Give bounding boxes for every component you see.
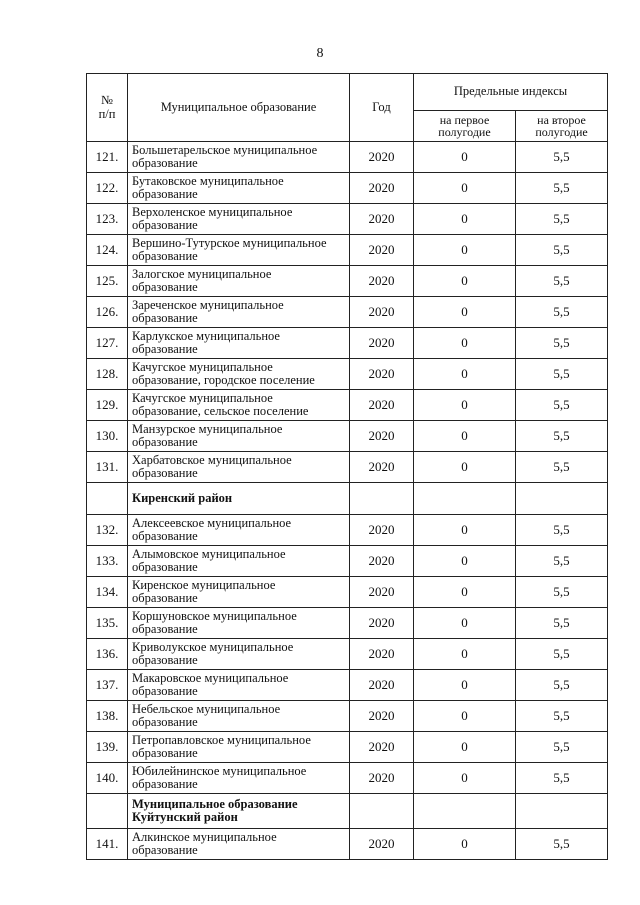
- header-limit-indices: Предельные индексы: [414, 74, 608, 111]
- table-row: [87, 701, 608, 732]
- municipality-name: Петропавловское муниципальное образование: [128, 732, 350, 763]
- second-half-cell: 5,5: [516, 173, 608, 204]
- row-number: 121.: [87, 142, 128, 173]
- first-half-cell: 0: [414, 173, 516, 204]
- year-cell: 2020: [350, 515, 414, 546]
- row-number: 138.: [87, 701, 128, 732]
- row-number: 129.: [87, 390, 128, 421]
- year-cell: 2020: [350, 829, 414, 860]
- second-half-cell: 5,5: [516, 421, 608, 452]
- table-row: [87, 266, 608, 297]
- first-half-cell: 0: [414, 297, 516, 328]
- year-cell: 2020: [350, 639, 414, 670]
- municipality-name: Зареченское муниципальное образование: [128, 297, 350, 328]
- row-number: 140.: [87, 763, 128, 794]
- second-half-cell: 5,5: [516, 670, 608, 701]
- second-half-cell: 5,5: [516, 297, 608, 328]
- second-half-cell: 5,5: [516, 608, 608, 639]
- header-municipality: Муниципальное образование: [128, 74, 350, 142]
- page-number: 8: [316, 46, 324, 61]
- table-row: [87, 328, 608, 359]
- municipality-name: Криволукское муниципальное образование: [128, 639, 350, 670]
- district-name: Киренский район: [128, 483, 350, 515]
- second-half-cell: 5,5: [516, 829, 608, 860]
- table-row: [87, 452, 608, 483]
- year-cell: 2020: [350, 328, 414, 359]
- second-half-cell: 5,5: [516, 732, 608, 763]
- row-number: 128.: [87, 359, 128, 390]
- first-half-cell: 0: [414, 328, 516, 359]
- first-half-cell: 0: [414, 266, 516, 297]
- municipality-name: Макаровское муниципальное образование: [128, 670, 350, 701]
- first-half-cell: 0: [414, 142, 516, 173]
- municipality-name: Коршуновское муниципальное образование: [128, 608, 350, 639]
- row-number: 127.: [87, 328, 128, 359]
- second-half-cell: 5,5: [516, 763, 608, 794]
- second-half-cell: 5,5: [516, 452, 608, 483]
- row-number: 125.: [87, 266, 128, 297]
- table-row: [87, 829, 608, 860]
- second-half-cell: 5,5: [516, 266, 608, 297]
- year-cell: 2020: [350, 173, 414, 204]
- row-number: 133.: [87, 546, 128, 577]
- table-row: [87, 390, 608, 421]
- year-cell: 2020: [350, 577, 414, 608]
- first-half-cell: 0: [414, 546, 516, 577]
- row-number: 126.: [87, 297, 128, 328]
- year-cell: 2020: [350, 670, 414, 701]
- indices-table: [86, 73, 608, 860]
- year-cell: 2020: [350, 608, 414, 639]
- year-cell: 2020: [350, 546, 414, 577]
- district-row: [87, 483, 608, 515]
- row-number: 124.: [87, 235, 128, 266]
- row-number: 139.: [87, 732, 128, 763]
- municipality-name: Бутаковское муниципальное образование: [128, 173, 350, 204]
- first-half-cell: 0: [414, 235, 516, 266]
- first-half-cell: 0: [414, 763, 516, 794]
- municipality-name: Алкинское муниципальное образование: [128, 829, 350, 860]
- table-row: [87, 608, 608, 639]
- first-half-cell: 0: [414, 359, 516, 390]
- year-cell: 2020: [350, 701, 414, 732]
- second-half-cell: 5,5: [516, 577, 608, 608]
- table-row: [87, 297, 608, 328]
- year-cell: 2020: [350, 204, 414, 235]
- first-half-cell: 0: [414, 390, 516, 421]
- table-row: [87, 173, 608, 204]
- row-number: 137.: [87, 670, 128, 701]
- year-cell: 2020: [350, 452, 414, 483]
- first-half-cell: 0: [414, 577, 516, 608]
- district-row: [87, 794, 608, 829]
- municipality-name: Алымовское муниципальное образование: [128, 546, 350, 577]
- first-half-cell: 0: [414, 515, 516, 546]
- municipality-name: Юбилейнинское муниципальное образование: [128, 763, 350, 794]
- row-number: 134.: [87, 577, 128, 608]
- second-half-cell: 5,5: [516, 515, 608, 546]
- first-half-cell: 0: [414, 639, 516, 670]
- municipality-name: Харбатовское муниципальное образование: [128, 452, 350, 483]
- municipality-name: Большетарельское муниципальное образование: [128, 142, 350, 173]
- row-number: 131.: [87, 452, 128, 483]
- municipality-name: Карлукское муниципальное образование: [128, 328, 350, 359]
- row-number: 122.: [87, 173, 128, 204]
- second-half-cell: 5,5: [516, 235, 608, 266]
- year-cell: 2020: [350, 297, 414, 328]
- table-row: [87, 235, 608, 266]
- first-half-cell: 0: [414, 204, 516, 235]
- year-cell: 2020: [350, 390, 414, 421]
- year-cell: 2020: [350, 421, 414, 452]
- year-cell: 2020: [350, 235, 414, 266]
- municipality-name: Алексеевское муниципальное образование: [128, 515, 350, 546]
- table-row: [87, 763, 608, 794]
- year-cell: 2020: [350, 266, 414, 297]
- header-first-half: на первое полугодие: [414, 111, 516, 142]
- first-half-cell: 0: [414, 452, 516, 483]
- table-row: [87, 421, 608, 452]
- municipality-name: Манзурское муниципальное образование: [128, 421, 350, 452]
- municipality-name: Небельское муниципальное образование: [128, 701, 350, 732]
- table-row: [87, 204, 608, 235]
- second-half-cell: 5,5: [516, 328, 608, 359]
- row-number: 132.: [87, 515, 128, 546]
- first-half-cell: 0: [414, 670, 516, 701]
- second-half-cell: 5,5: [516, 639, 608, 670]
- second-half-cell: 5,5: [516, 701, 608, 732]
- first-half-cell: 0: [414, 829, 516, 860]
- header-number: № п/п: [87, 74, 128, 142]
- first-half-cell: 0: [414, 701, 516, 732]
- row-number: 135.: [87, 608, 128, 639]
- year-cell: 2020: [350, 359, 414, 390]
- table-row: [87, 639, 608, 670]
- second-half-cell: 5,5: [516, 142, 608, 173]
- second-half-cell: 5,5: [516, 359, 608, 390]
- second-half-cell: 5,5: [516, 204, 608, 235]
- year-cell: 2020: [350, 763, 414, 794]
- table-row: [87, 359, 608, 390]
- first-half-cell: 0: [414, 608, 516, 639]
- row-number: 130.: [87, 421, 128, 452]
- table-row: [87, 732, 608, 763]
- year-cell: 2020: [350, 732, 414, 763]
- header-second-half: на второе полугодие: [516, 111, 608, 142]
- table-row: [87, 670, 608, 701]
- row-number: 136.: [87, 639, 128, 670]
- district-name: Муниципальное образование Куйтунский район: [128, 794, 350, 829]
- municipality-name: Залогское муниципальное образование: [128, 266, 350, 297]
- municipality-name: Верхоленское муниципальное образование: [128, 204, 350, 235]
- year-cell: 2020: [350, 142, 414, 173]
- first-half-cell: 0: [414, 732, 516, 763]
- table-row: [87, 546, 608, 577]
- table-row: [87, 515, 608, 546]
- municipality-name: Киренское муниципальное образование: [128, 577, 350, 608]
- first-half-cell: 0: [414, 421, 516, 452]
- header-year: Год: [350, 74, 414, 142]
- municipality-name: Качугское муниципальное образование, сельское поселение: [128, 390, 350, 421]
- municipality-name: Вершино-Тутурское муниципальное образование: [128, 235, 350, 266]
- table-row: [87, 142, 608, 173]
- second-half-cell: 5,5: [516, 546, 608, 577]
- table-row: [87, 577, 608, 608]
- row-number: 123.: [87, 204, 128, 235]
- municipality-name: Качугское муниципальное образование, городское поселение: [128, 359, 350, 390]
- second-half-cell: 5,5: [516, 390, 608, 421]
- row-number: 141.: [87, 829, 128, 860]
